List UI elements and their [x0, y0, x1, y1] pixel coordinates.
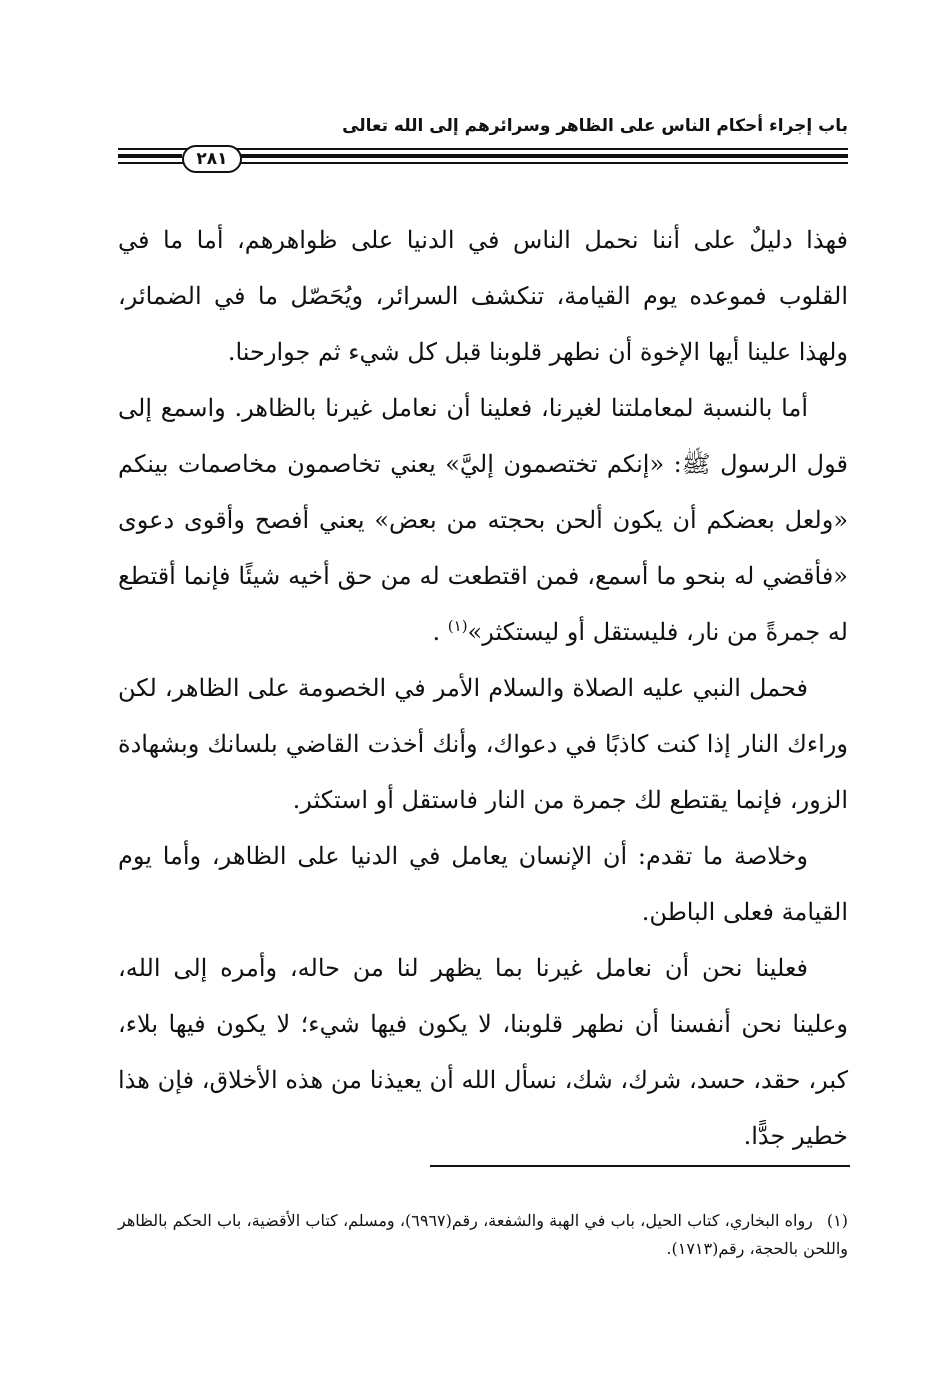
footnote-number: (١) [826, 1211, 849, 1230]
paragraph-3: فحمل النبي عليه الصلاة والسلام الأمر في الخصومة على الظاهر، لكن وراءك النار إذا كنت كاذبًا في دعواك، وأنك أخذت القاضي بلسانك وبشهادة الزور، فإنما يقتطع لك جمرة من النار فاستقل أو استكثر. [118, 674, 848, 814]
footnote-separator [430, 1165, 850, 1167]
paragraph-2-end: . [432, 618, 441, 646]
header-rule-thick-right [238, 154, 848, 158]
paragraph-5: فعلينا نحن أن نعامل غيرنا بما يظهر لنا من حاله، وأمره إلى الله، وعلينا نحن أنفسنا أن نطهر قلوبنا، لا يكون فيها شيء؛ لا يكون فيها بلاء، كبر، حقد، حسد، شرك، شك، نسأل الله أن يعيذنا من هذه الأخلاق، فإن هذا خطير جدًّا. [118, 954, 848, 1150]
body-text [118, 212, 848, 1164]
page-number: ٢٨١ [182, 145, 242, 173]
paragraph-1: فهذا دليلٌ على أننا نحمل الناس في الدنيا على ظواهرهم، أما ما في القلوب فموعده يوم القيامة، تنكشف السرائر، ويُحَصّل ما في الضمائر، ولهذا علينا أيها الإخوة أن نطهر قلوبنا قبل كل شيء ثم جوارحنا. [118, 226, 848, 366]
paragraph-2-text: أما بالنسبة لمعاملتنا لغيرنا، فعلينا أن نعامل غيرنا بالظاهر. واسمع إلى قول الرسول ﷺ: «إنكم تختصمون إليَّ» يعني تخاصمون مخاصمات بينكم «ولعل بعضكم أن يكون ألحن بحجته من بعض» يعني أفصح وأقوى دعوى «فأقضي له بنحو ما أسمع، فمن اقتطعت له من حق أخيه شيئًا فإنما أقتطع له جمرةً من نار، فليستقل أو ليستكثر» [118, 394, 849, 646]
chapter-title: باب إجراء أحكام الناس على الظاهر وسرائرهم إلى الله تعالى [342, 116, 848, 136]
page-header [118, 112, 848, 172]
footnote-reference: (١) [447, 617, 468, 635]
paragraph-2 [118, 380, 848, 660]
footnote [118, 1207, 848, 1263]
footnote-text: رواه البخاري، كتاب الحيل، باب في الهبة والشفعة، رقم(٦٩٦٧)، ومسلم، كتاب الأقضية، باب الحكم بالظاهر واللحن بالحجة، رقم(١٧١٣). [118, 1211, 848, 1258]
header-rule-thick-left [118, 154, 182, 158]
paragraph-4: وخلاصة ما تقدم: أن الإنسان يعامل في الدنيا على الظاهر، وأما يوم القيامة فعلى الباطن. [118, 842, 848, 926]
